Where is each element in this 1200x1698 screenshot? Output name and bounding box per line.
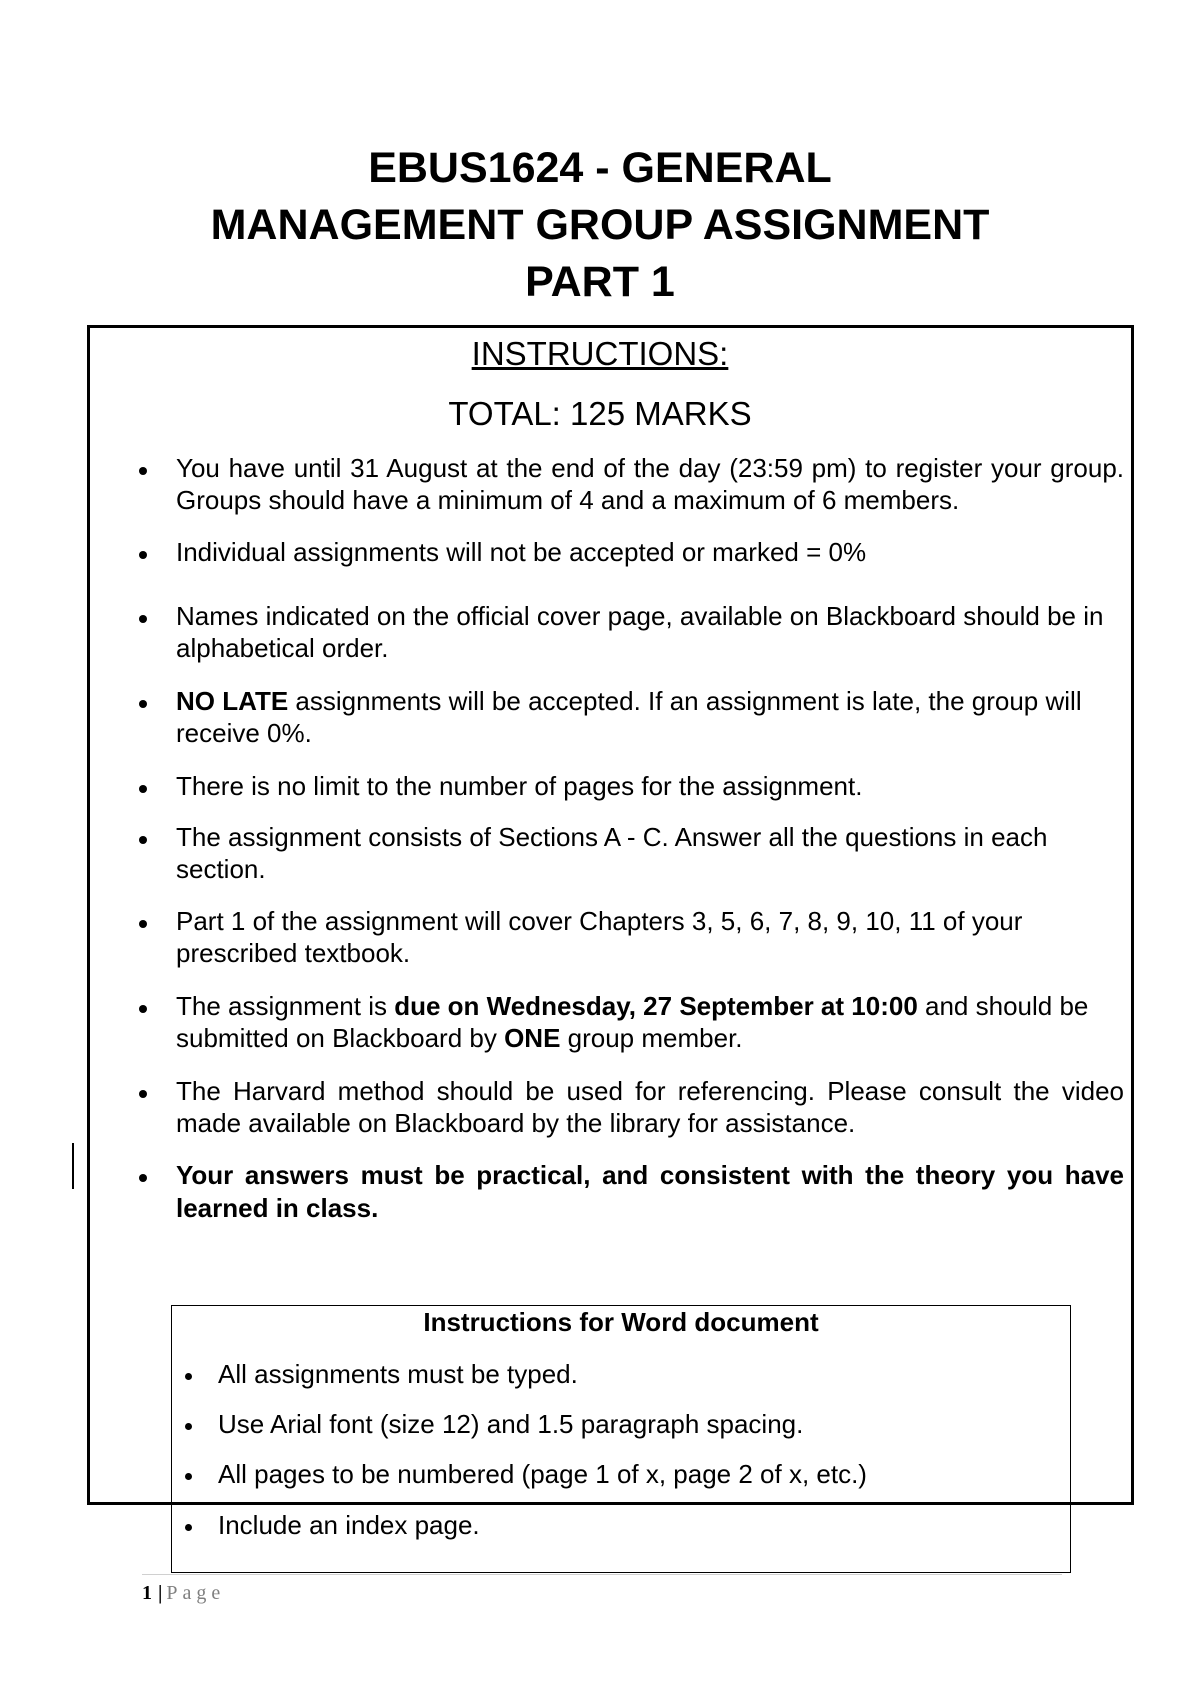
footer-divider [142,1574,1062,1575]
due-date-emphasis: due on Wednesday, 27 September at 10:00 [394,991,918,1021]
word-item-numbering: All pages to be numbered (page 1 of x, page 2 of x, etc.) [218,1459,867,1489]
text-cursor-mark [72,1143,74,1189]
total-marks: TOTAL: 125 MARKS [448,395,752,432]
instruction-practical: Your answers must be practical, and consistent with the theory you have learned in class. [176,1160,1124,1223]
page-footer [142,1581,225,1605]
word-item-font: Use Arial font (size 12) and 1.5 paragraph spacing. [218,1409,804,1439]
bullet-dot [139,1090,147,1098]
instruction-pages: There is no limit to the number of pages for the assignment. [176,771,863,801]
title-line-3: PART 1 [525,258,675,306]
bullet-dot [185,1373,192,1380]
bullet-dot [139,1005,147,1013]
instruction-registration: You have until 31 August at the end of the day (23:59 pm) to register your group. Groups should have a minimum of 4 and a maximum of 6 members. [176,453,1124,515]
bullet-dot [139,700,147,708]
bullet-dot [139,467,147,475]
bullet-dot [139,785,147,793]
due-text-b: and should be submitted on Blackboard by [176,991,1089,1053]
page-label: Page [166,1582,226,1604]
page-number: 1 [142,1582,152,1604]
bullet-dot [139,551,147,559]
instruction-referencing: The Harvard method should be used for referencing. Please consult the video made available on Blackboard by the library for assistance. [176,1076,1124,1138]
word-instructions-title: Instructions for Word document [423,1307,819,1337]
footer-separator: | [158,1582,163,1604]
bullet-dot [139,1174,147,1182]
instruction-names: Names indicated on the official cover page, available on Blackboard should be in alphabetical order. [176,601,1104,663]
title-line-1: EBUS1624 - GENERAL [368,144,832,192]
instruction-chapters: Part 1 of the assignment will cover Chapters 3, 5, 6, 7, 8, 9, 10, 11 of your prescribed textbook. [176,906,1023,968]
bullet-dot [139,615,147,623]
word-item-index: Include an index page. [218,1510,480,1540]
bullet-dot [185,1423,192,1430]
instruction-sections: The assignment consists of Sections A - C. Answer all the questions in each section. [176,822,1048,884]
word-item-typed: All assignments must be typed. [218,1359,578,1389]
due-text-a: The assignment is [176,991,395,1021]
due-text-c: group member. [560,1023,743,1053]
instructions-heading: INSTRUCTIONS: [471,335,729,372]
late-text: assignments will be accepted. If an assignment is late, the group will receive 0%. [176,686,1082,748]
bullet-dot [185,1473,192,1480]
bullet-dot [185,1524,192,1531]
no-late-emphasis: NO LATE [176,686,289,716]
bullet-dot [139,836,147,844]
instruction-individual: Individual assignments will not be accepted or marked = 0% [176,537,867,567]
instruction-late [176,685,1124,749]
one-member-emphasis: ONE [504,1023,561,1053]
instruction-due-date [176,990,1124,1054]
bullet-dot [139,920,147,928]
title-line-2: MANAGEMENT GROUP ASSIGNMENT [210,201,990,249]
